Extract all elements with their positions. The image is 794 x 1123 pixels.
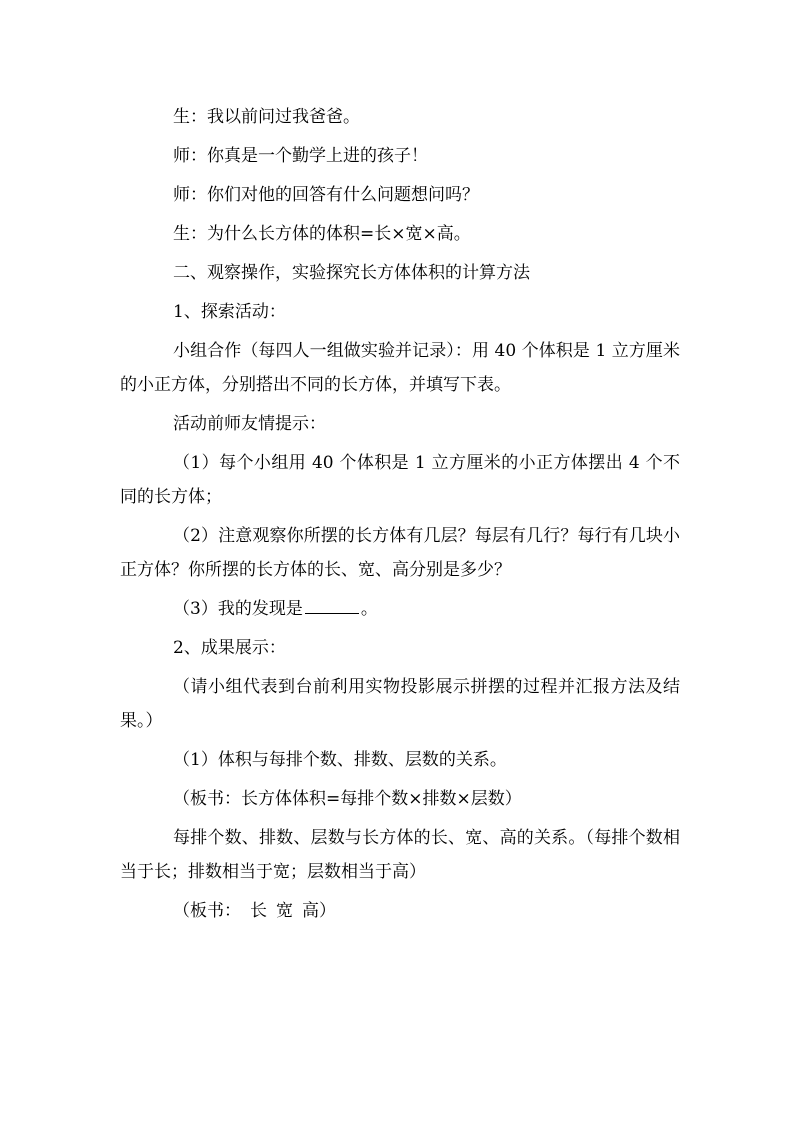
board-prefix: （板书： (173, 901, 241, 921)
paragraph-teacher-praise: 师：你真是一个勤学上进的孩子！ (173, 146, 428, 166)
paragraph-tip-2: （2）注意观察你所摆的长方体有几层？每层有几行？每行有几块小正方体？你所摆的长方体的长、宽、高分别是多少？ (120, 526, 680, 580)
subheading-results: 2、成果展示： (173, 638, 286, 658)
paragraph-present: （请小组代表到台前利用实物投影展示拼摆的过程并汇报方法及结果。） (120, 677, 680, 731)
paragraph-group-work: 小组合作（每四人一组做实验并记录）：用 40 个体积是 1 立方厘米的小正方体，分别搭出不同的长方体，并填写下表。 (120, 341, 680, 395)
paragraph-relation-1: （1）体积与每排个数、排数、层数的关系。 (173, 750, 507, 770)
board-height: 高 (302, 901, 319, 921)
board-length: 长 (250, 901, 267, 921)
discovery-suffix: 。 (360, 599, 378, 619)
paragraph-relation-2: 每排个数、排数、层数与长方体的长、宽、高的关系。（每排个数相当于长；排数相当于宽；层数相当于高） (120, 828, 680, 882)
board-suffix: ） (319, 901, 336, 921)
fill-in-blank (305, 595, 359, 614)
paragraph-student-question: 生：为什么长方体的体积=长×宽×高。 (173, 224, 471, 244)
paragraph-tip-1: （1）每个小组用 40 个体积是 1 立方厘米的小正方体摆出 4 个不同的长方体； (120, 453, 680, 507)
discovery-prefix: （3）我的发现是 (173, 599, 303, 619)
section-heading-2: 二、观察操作，实验探究长方体体积的计算方法 (173, 263, 530, 283)
subheading-explore: 1、探索活动： (173, 302, 286, 322)
paragraph-board-formula: （板书：长方体体积=每排个数×排数×层数） (173, 789, 522, 809)
paragraph-board-dimensions (120, 894, 680, 928)
board-width: 宽 (276, 901, 293, 921)
paragraph-student-reply: 生：我以前问过我爸爸。 (173, 107, 360, 127)
paragraph-tips-heading: 活动前师友情提示： (173, 414, 326, 434)
paragraph-teacher-question: 师：你们对他的回答有什么问题想问吗？ (173, 185, 479, 205)
document-body (120, 100, 680, 933)
paragraph-tip-3 (120, 592, 680, 626)
